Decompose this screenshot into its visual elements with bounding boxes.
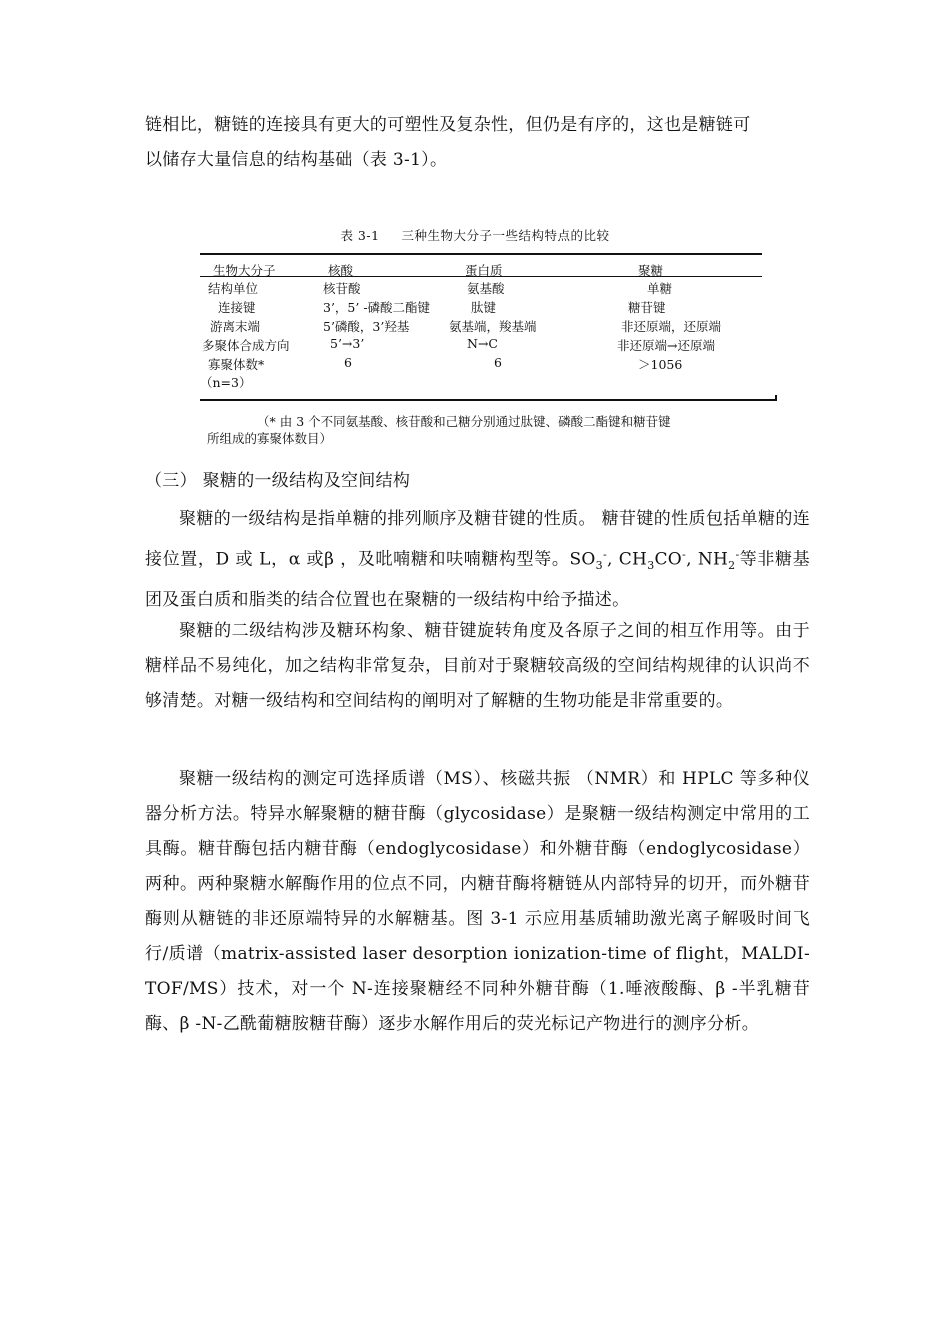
table-cell: 氨基端，羧基端: [449, 319, 537, 334]
table-bottom-rule: [200, 399, 776, 401]
table-caption-title: 三种生物大分子一些结构特点的比较: [401, 228, 610, 243]
p1-text-f: 等非糖基团及蛋白质和脂类的结合位置也在聚糖的一级结构中给予描述。: [145, 549, 810, 611]
table-header-cell: 聚糖: [638, 263, 664, 278]
footnote-line-1: （* 由 3 个不同氨基酸、核苷酸和己糖分别通过肽键、磷酸二酯键和糖苷键: [257, 414, 671, 429]
table-cell: 寡聚体数*: [208, 357, 265, 372]
superscript: -: [682, 548, 687, 561]
table-caption: [0, 226, 950, 244]
p1-text-a: 聚糖的一级结构是指单糖的排列顺序及糖苷键的性质。 糖苷键的性质包括单: [179, 509, 758, 529]
table-cell: 核苷酸: [323, 281, 361, 296]
p1-text-e: , NH: [686, 549, 729, 570]
superscript: -: [735, 548, 740, 561]
paragraph-secondary-structure: 聚糖的二级结构涉及糖环构象、糖苷键旋转角度及各原子之间的相互作用等。由于糖样品不易纯化，加之结构非常复杂，目前对于聚糖较高级的空间结构规律的认识尚不够清楚。对糖一级结构和空间结构的阐明对了解糖的生物功能是非常重要的。: [145, 621, 810, 711]
table-cell: 非还原端→还原端: [617, 338, 715, 353]
table-top-rule: [200, 253, 762, 255]
table-cell: 糖苷键: [628, 300, 666, 315]
intro-line-2: 以储存大量信息的结构基础（表 3-1）。: [145, 150, 448, 170]
table-cell: 5’磷酸，3’羟基: [323, 319, 410, 334]
intro-paragraph: [145, 108, 810, 178]
table-cell: 5’→3’: [330, 336, 365, 351]
table-cell: （n=3）: [200, 375, 252, 390]
table-cell: 非还原端，还原端: [621, 319, 722, 334]
intro-line-1: 链相比，糖链的连接具有更大的可塑性及复杂性，但仍是有序的，这也是糖链可: [145, 115, 751, 135]
table-header-cell: 生物大分子: [213, 263, 276, 278]
paragraph-primary-structure: [145, 502, 810, 618]
p1-text-b: 糖的连接位置，D 或 L，α 或β ，及吡喃糖和呋喃糖构型等。SO: [145, 509, 810, 570]
table-bottom-tick: [775, 395, 777, 401]
subscript: 2: [728, 559, 736, 573]
table-cell: 单糖: [647, 281, 673, 296]
table-cell: 游离末端: [210, 319, 261, 334]
footnote-line-2: 所组成的寡聚体数目）: [207, 431, 333, 446]
table-cell: ＞1056: [638, 357, 683, 372]
table-header-cell: 蛋白质: [465, 263, 503, 278]
superscript: -: [602, 548, 608, 561]
table-cell: 结构单位: [208, 281, 259, 296]
p1-text-c: , CH: [607, 549, 648, 570]
subscript: 3: [595, 559, 603, 573]
p1-text-d: CO: [654, 549, 683, 570]
table-cell: N→C: [467, 336, 498, 351]
table-cell: 连接键: [218, 300, 256, 315]
table-cell: 3’，5’ -磷酸二酯键: [323, 300, 431, 315]
table-cell: 6: [344, 355, 352, 370]
table-cell: 肽键: [471, 300, 497, 315]
table-footnote: [207, 413, 747, 447]
subscript: 3: [647, 559, 655, 573]
table-header-cell: 核酸: [328, 263, 354, 278]
table-cell: 6: [494, 355, 502, 370]
table-cell: 氨基酸: [467, 281, 505, 296]
section-heading: （三） 聚糖的一级结构及空间结构: [145, 471, 411, 491]
table-caption-number: 表 3-1: [340, 228, 380, 243]
table-cell: 多聚体合成方向: [202, 338, 290, 353]
paragraph-analysis-methods: 聚糖一级结构的测定可选择质谱（MS）、核磁共振 （NMR）和 HPLC 等多种仪器分析方法。特异水解聚糖的糖苷酶（glycosidase）是聚糖一级结构测定中常用的工具酶。糖苷酶包括内糖苷酶（endoglycosidase）和外糖苷酶（endoglycosidase）两种。两种聚糖水解酶作用的位点不同，内糖苷酶将糖链从内部特异的切开，而外糖苷酶则从糖链的非还原端特异的水解糖基。图 3-1 示应用基质辅助激光离子解吸时间飞行/质谱（matrix-assisted laser desorption ionization-time of flight，MALDI-TOF/MS）技术，对一个 N-连接聚糖经不同种外糖苷酶（1.唾液酸酶、β -半乳糖苷酶、β -N-乙酰葡糖胺糖苷酶）逐步水解作用后的荧光标记产物进行的测序分析。: [145, 769, 810, 1034]
